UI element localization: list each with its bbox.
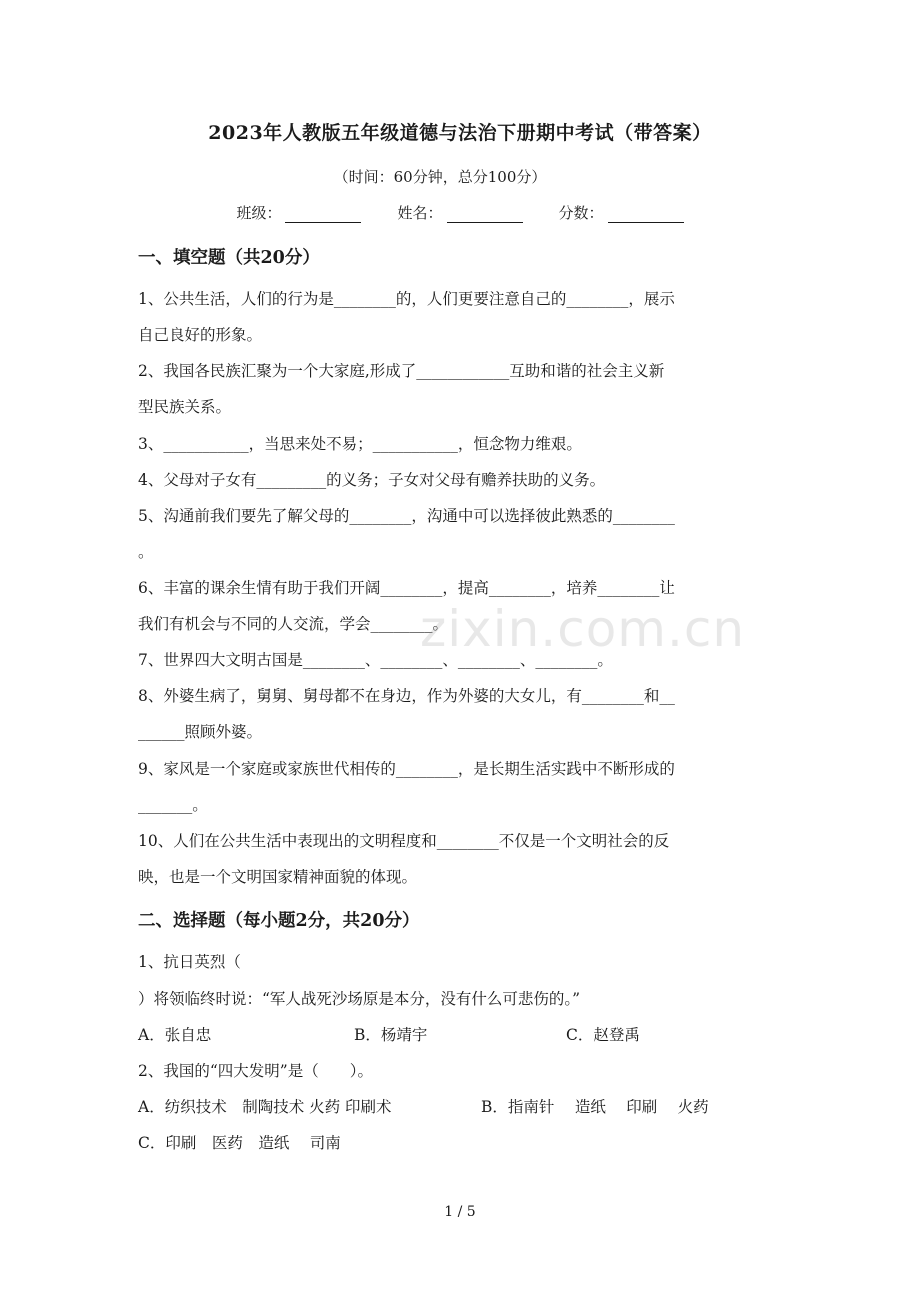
student-info-row [0,202,920,223]
score-label: 分数： [558,204,604,222]
question-line: 型民族关系。 [138,398,232,416]
class-label: 班级： [236,204,282,222]
page-number: 1 / 5 [444,1204,476,1220]
question-line: 6、丰富的课余生情有助于我们开阔________，提高________，培养________让 [138,579,675,597]
question-line: _______。 [138,796,208,814]
score-field [559,202,684,223]
question-line: 。 [138,543,154,561]
score-blank [608,204,684,223]
question-line: 2、我国的“四大发明”是（ ）。 [138,1062,373,1080]
exam-title: 2023年人教版五年级道德与法治下册期中考试（带答案） [208,122,712,144]
question-line: ）将领临终时说：“军人战死沙场原是本分，没有什么可悲伤的。” [138,990,581,1008]
name-label: 姓名： [397,204,443,222]
section-fill-blank-heading: 一、填空题（共20分） [138,248,320,268]
option-b: B．指南针 造纸 印刷 火药 [481,1098,709,1116]
option-a: A．张自忠 [138,1026,212,1044]
name-blank [447,204,523,223]
question-line: 4、父母对子女有_________的义务；子女对父母有赡养扶助的义务。 [138,471,606,489]
class-field [236,202,361,223]
option-b: B．杨靖宇 [354,1026,428,1044]
option-c: C．赵登禹 [566,1026,640,1044]
question-line: 1、抗日英烈（ [138,953,241,971]
option-c: C．印刷 医药 造纸 司南 [138,1134,341,1152]
question-line: 5、沟通前我们要先了解父母的________，沟通中可以选择彼此熟悉的________ [138,507,675,525]
question-line: 自己良好的形象。 [138,326,263,344]
question-line: 9、家风是一个家庭或家族世代相传的________，是长期生活实践中不断形成的 [138,760,675,778]
watermark: zixin.com.cn [420,600,746,658]
question-line: 映，也是一个文明国家精神面貌的体现。 [138,868,418,886]
question-line: 1、公共生活，人们的行为是________的，人们更要注意自己的________，展示 [138,290,675,308]
question-line: 2、我国各民族汇聚为一个大家庭,形成了____________互助和谐的社会主义新 [138,362,665,380]
question-line: 我们有机会与不同的人交流，学会________。 [138,615,449,633]
option-a: A．纺织技术 制陶技术 火药 印刷术 [138,1098,392,1116]
question-line: 10、人们在公共生活中表现出的文明程度和________不仅是一个文明社会的反 [138,832,670,850]
question-line: 3、___________，当思来处不易；___________，恒念物力维艰。 [138,435,582,453]
question-line: ______照顾外婆。 [138,723,263,741]
exam-subtitle: （时间：60分钟，总分100分） [333,168,547,186]
question-line: 7、世界四大文明古国是________、________、________、________。 [138,651,613,669]
section-choice-heading: 二、选择题（每小题2分，共20分） [138,911,420,931]
question-line: 8、外婆生病了，舅舅、舅母都不在身边，作为外婆的大女儿，有________和__ [138,687,675,705]
name-field [397,202,522,223]
class-blank [285,204,361,223]
